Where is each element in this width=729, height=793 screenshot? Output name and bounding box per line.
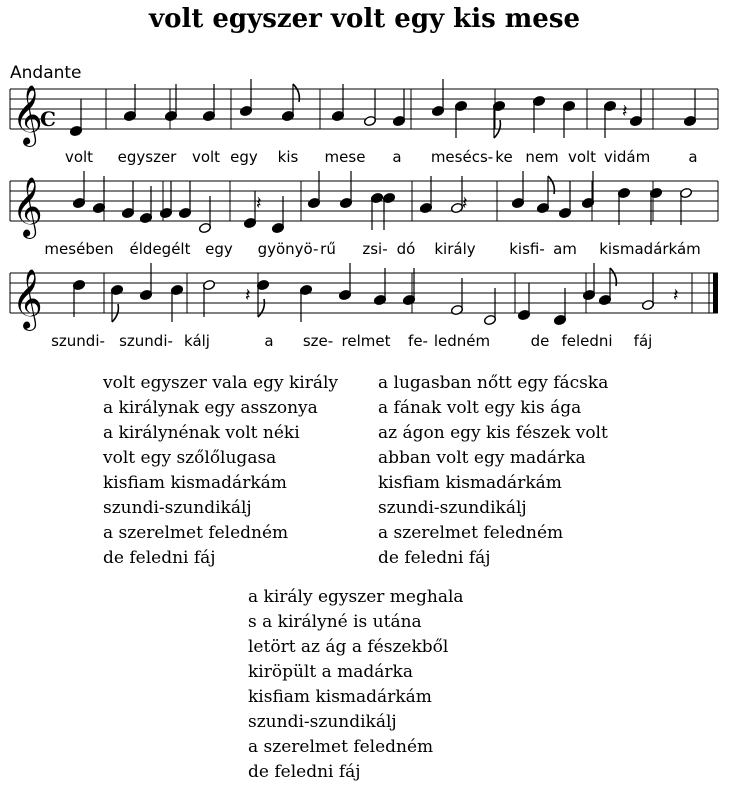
stanza-line: a fának volt egy kis ága bbox=[378, 398, 582, 418]
rest-icon: 𝄽 bbox=[245, 285, 251, 306]
lyric-syllable: mesében bbox=[44, 240, 114, 258]
lyric-syllable: fe- bbox=[408, 332, 428, 350]
stanza-line: s a királyné is utána bbox=[248, 612, 422, 632]
stanza-line: a szerelmet feledném bbox=[248, 737, 434, 757]
rest-icon: 𝄽 bbox=[673, 285, 679, 306]
lyric-syllable: mesécs- bbox=[430, 148, 494, 166]
lyric-syllable: kismadárkám bbox=[599, 240, 701, 258]
stanza-line: kisfiam kismadárkám bbox=[378, 473, 562, 493]
song-title: volt egyszer volt egy kis mese bbox=[149, 4, 580, 34]
lyric-syllable: kálj bbox=[184, 332, 210, 350]
treble-clef-icon: 𝄞 bbox=[12, 85, 43, 145]
rest-icon: 𝄽 bbox=[256, 193, 262, 214]
stanza-line: a királynak egy asszonya bbox=[103, 398, 318, 418]
tempo-marking: Andante bbox=[10, 63, 82, 83]
notes bbox=[69, 79, 696, 326]
lyric-syllable: zsi- bbox=[362, 240, 388, 258]
stanza-line: a király egyszer meghala bbox=[248, 587, 464, 607]
stanza-line: kisfiam kismadárkám bbox=[248, 687, 432, 707]
stanza-line: abban volt egy madárka bbox=[378, 448, 586, 468]
lyric-syllable: dó bbox=[396, 240, 416, 258]
lyric-syllable: feledni bbox=[561, 332, 613, 350]
final-barline-thick bbox=[713, 273, 718, 313]
treble-clef-icon: 𝄞 bbox=[12, 177, 43, 237]
staff-lines bbox=[10, 89, 718, 313]
lyric-syllable: sze- bbox=[302, 332, 334, 350]
treble-clef-icon: 𝄞 bbox=[12, 269, 43, 329]
lyric-syllable: a bbox=[688, 148, 698, 166]
stanza-2 bbox=[378, 371, 608, 571]
stanza-line: szundi-szundikálj bbox=[248, 712, 397, 732]
lyric-syllable: vidám bbox=[603, 148, 651, 166]
lyric-syllable: kis bbox=[277, 148, 299, 166]
time-signature: C bbox=[40, 107, 56, 131]
stanza-3 bbox=[248, 585, 464, 785]
lyric-syllable: relmet bbox=[341, 332, 391, 350]
stanza-1 bbox=[103, 371, 338, 571]
lyric-syllable: ke bbox=[495, 148, 513, 166]
rest-icon: 𝄽 bbox=[462, 193, 468, 214]
stanza-line: az ágon egy kis fészek volt bbox=[378, 423, 608, 443]
lyric-syllable: király bbox=[434, 240, 476, 258]
stanza-line: volt egy szőlőlugasa bbox=[103, 448, 277, 468]
stanza-line: a lugasban nőtt egy fácska bbox=[378, 373, 609, 393]
lyric-syllable: rű bbox=[320, 240, 336, 258]
lyric-syllable: szundi- bbox=[51, 332, 105, 350]
music-score bbox=[0, 0, 729, 360]
lyric-syllable: volt bbox=[191, 148, 221, 166]
treble-clefs bbox=[12, 85, 43, 331]
lyric-syllable: mese bbox=[324, 148, 366, 166]
lyric-syllable: fáj bbox=[633, 332, 653, 350]
lyric-syllable: am bbox=[553, 240, 577, 258]
stanza-line: a szerelmet feledném bbox=[103, 523, 289, 543]
lyric-syllable: a bbox=[264, 332, 274, 350]
stanza-line: a szerelmet feledném bbox=[378, 523, 564, 543]
stanza-line: de feledni fáj bbox=[103, 548, 216, 568]
lyric-syllable: nem bbox=[525, 148, 559, 166]
stanza-line: kiröpült a madárka bbox=[248, 662, 413, 682]
stanza-line: volt egyszer vala egy király bbox=[103, 373, 339, 393]
lyric-syllable: egy bbox=[205, 240, 233, 258]
lyric-syllable: volt bbox=[64, 148, 94, 166]
rest-icon: 𝄽 bbox=[622, 101, 628, 122]
stanza-line: de feledni fáj bbox=[248, 762, 361, 782]
lyric-syllable: kisfi- bbox=[509, 240, 545, 258]
lyric-syllable: gyönyö- bbox=[257, 240, 319, 258]
lyric-syllable: a bbox=[392, 148, 402, 166]
stanza-line: kisfiam kismadárkám bbox=[103, 473, 287, 493]
stanza-line: szundi-szundikálj bbox=[378, 498, 527, 518]
lyric-syllable: éldegélt bbox=[129, 240, 191, 258]
stanza-line: szundi-szundikálj bbox=[103, 498, 252, 518]
stanza-line: a királynénak volt néki bbox=[103, 423, 300, 443]
stanza-line: letört az ág a fészekből bbox=[248, 637, 449, 657]
lyric-syllable: volt bbox=[567, 148, 597, 166]
lyric-syllable: de bbox=[530, 332, 550, 350]
note-flag bbox=[258, 299, 264, 317]
lyric-syllable: szundi- bbox=[119, 332, 173, 350]
lyric-syllable: ledném bbox=[433, 332, 491, 350]
stanza-line: de feledni fáj bbox=[378, 548, 491, 568]
lyric-syllable: egyszer bbox=[117, 148, 177, 166]
lyric-syllable: egy bbox=[230, 148, 258, 166]
